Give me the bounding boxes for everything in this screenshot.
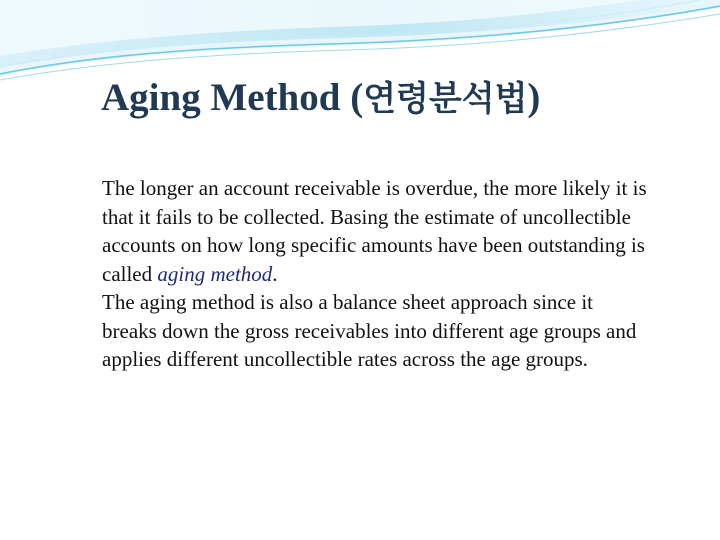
slide-title xyxy=(101,72,540,125)
title-english: Aging Method xyxy=(101,76,341,119)
title-open-paren: ( xyxy=(350,76,364,119)
title-korean: 연령분석법 xyxy=(363,79,528,119)
paragraph-definition-text: The longer an account receivable is overdue, the more likely it is that it fails to be collected. Basing the estimate of uncollectible accounts on how long specific amounts have been outstanding is called xyxy=(102,176,647,286)
aging-method-term: aging method xyxy=(157,261,273,286)
paragraph-definition-end: . xyxy=(272,261,278,286)
slide-body xyxy=(102,174,650,374)
paragraph-balance-sheet-approach: The aging method is also a balance sheet approach since it breaks down the gross receivables into different age groups and applies different uncollectible rates across the age groups. xyxy=(102,290,637,371)
title-close-paren: ) xyxy=(527,76,541,119)
paragraph-definition xyxy=(102,174,650,288)
